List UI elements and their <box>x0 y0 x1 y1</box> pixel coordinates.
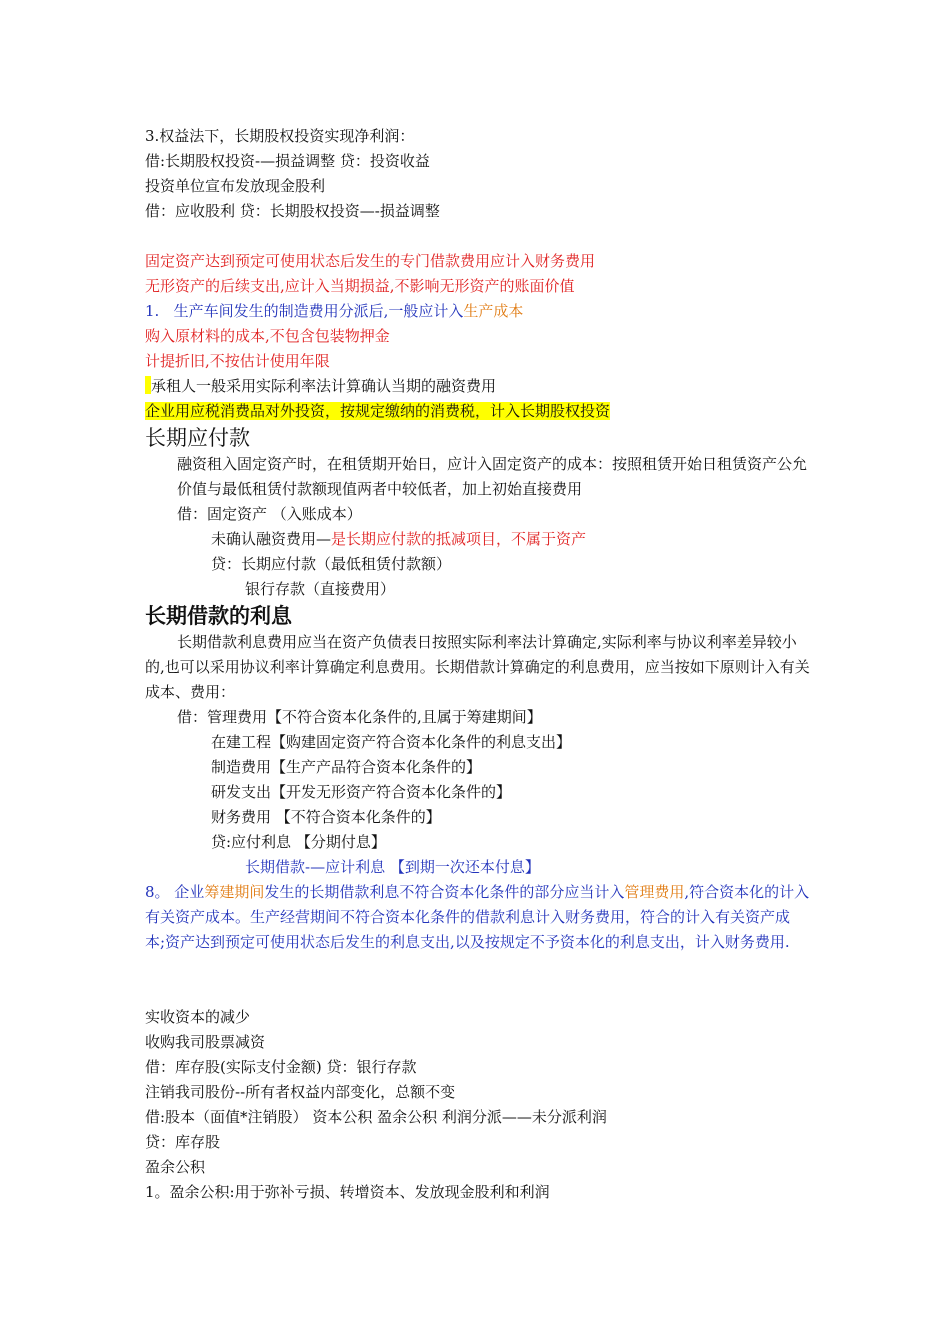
payable-entry-debit: 借：固定资产 （入账成本） <box>177 505 362 523</box>
payable-paragraph: 融资租入固定资产时，在租赁期开始日，应计入固定资产的成本：按照租赁开始日租赁资产公允价值与最低租赁付款额现值两者中较低者，加上初始直接费用 <box>177 455 808 498</box>
equity-entry-debit: 借:长期股权投资-—损益调整 贷：投资收益 <box>145 152 430 170</box>
payable-entry-unrecognized-label: 未确认融资费用— <box>211 530 332 548</box>
note-manufacturing-overhead <box>145 299 810 324</box>
dividend-declared-line: 投资单位宣布发放现金股利 <box>145 177 326 195</box>
document-content <box>145 124 810 1205</box>
equity-method-heading: 3.权益法下，长期股权投资实现净利润： <box>145 127 415 145</box>
note-intangible-subsequent: 无形资产的后续支出,应计入当期损益,不影响无形资产的账面价值 <box>145 277 575 295</box>
interest-entry-1: 借：管理费用【不符合资本化条件的,且属于筹建期间】 <box>177 708 542 726</box>
surplus-reserve-title: 盈余公积 <box>145 1158 206 1176</box>
note-8-emphasis-1: 筹建期间 <box>204 883 265 901</box>
interest-note-8 <box>145 880 810 955</box>
section-heading-long-term-payables: 长期应付款 <box>145 426 250 450</box>
highlighted-text: 企业用应税消费品对外投资，按规定缴纳的消费税，计入长期股权投资 <box>145 402 611 420</box>
note-lessee-finance <box>145 374 810 399</box>
payable-entry-bank: 银行存款（直接费用） <box>245 580 396 598</box>
spacer <box>145 955 810 1005</box>
note-8-text-1: 发生的长期借款利息不符合资本化条件的部分应当计入 <box>264 883 625 901</box>
interest-entry-6: 贷:应付利息 【分期付息】 <box>211 833 386 851</box>
capital-entry-3: 贷：库存股 <box>145 1133 221 1151</box>
interest-entry-5: 财务费用 【不符合资本化条件的】 <box>211 808 441 826</box>
note-consumption-tax <box>145 399 810 424</box>
interest-entry-4: 研发支出【开发无形资产符合资本化条件的】 <box>211 783 512 801</box>
note-raw-material-cost: 购入原材料的成本,不包含包装物押金 <box>145 327 390 345</box>
capital-buyback-line: 收购我司股票减资 <box>145 1033 266 1051</box>
section-heading-loan-interest: 长期借款的利息 <box>145 604 292 628</box>
note-depreciation: 计提折旧,不按估计使用年限 <box>145 352 330 370</box>
payable-entry-unrecognized <box>145 527 810 552</box>
capital-entry-1: 借：库存股(实际支付金额) 贷：银行存款 <box>145 1058 417 1076</box>
note-fixed-asset-borrowing: 固定资产达到预定可使用状态后发生的专门借款费用应计入财务费用 <box>145 252 596 270</box>
note-lessee-text: 承租人一般采用实际利率法计算确认当期的融资费用 <box>151 377 497 395</box>
note-8-emphasis-2: 管理费用 <box>624 883 685 901</box>
note-text: 生产车间发生的制造费用分派后,一般应计入 <box>173 302 464 320</box>
note-number: 1. <box>145 302 160 320</box>
note-8-text-2: ,符合资本化的计入有关资产成本。生产经营期间不符合资本化条件的借款利息计入财务费用，符合的计入有关资产成本;资产达到预定可使用状态后发生的利息支出,以及按规定不予资本化的利息支出，计入财务费用. <box>145 883 810 951</box>
interest-entry-3: 制造费用【生产产品符合资本化条件的】 <box>211 758 482 776</box>
interest-entry-2: 在建工程【购建固定资产符合资本化条件的利息支出】 <box>211 733 572 751</box>
dividend-entry: 借：应收股利 贷：长期股权投资—-损益调整 <box>145 202 440 220</box>
note-emphasis: 生产成本 <box>463 302 524 320</box>
note-8-prefix: 8。 企业 <box>145 883 205 901</box>
payable-entry-credit: 贷：长期应付款（最低租赁付款额） <box>211 555 452 573</box>
capital-cancel-line: 注销我司股份--所有者权益内部变化，总额不变 <box>145 1083 456 1101</box>
payable-entry-unrecognized-note: 是长期应付款的抵减项目，不属于资产 <box>331 530 587 548</box>
capital-reduction-title: 实收资本的减少 <box>145 1008 251 1026</box>
surplus-reserve-note: 1。盈余公积:用于弥补亏损、转增资本、发放现金股利和利润 <box>145 1183 550 1201</box>
interest-paragraph: 长期借款利息费用应当在资产负债表日按照实际利率法计算确定,实际利率与协议利率差异较小的,也可以采用协议利率计算确定利息费用。长期借款计算确定的利息费用，应当按如下原则计入有关成本、费用： <box>145 633 810 701</box>
interest-entry-7: 长期借款-—应计利息 【到期一次还本付息】 <box>245 858 540 876</box>
capital-entry-2: 借:股本（面值*注销股） 资本公积 盈余公积 利润分派——未分派利润 <box>145 1108 607 1126</box>
spacer <box>145 224 810 249</box>
